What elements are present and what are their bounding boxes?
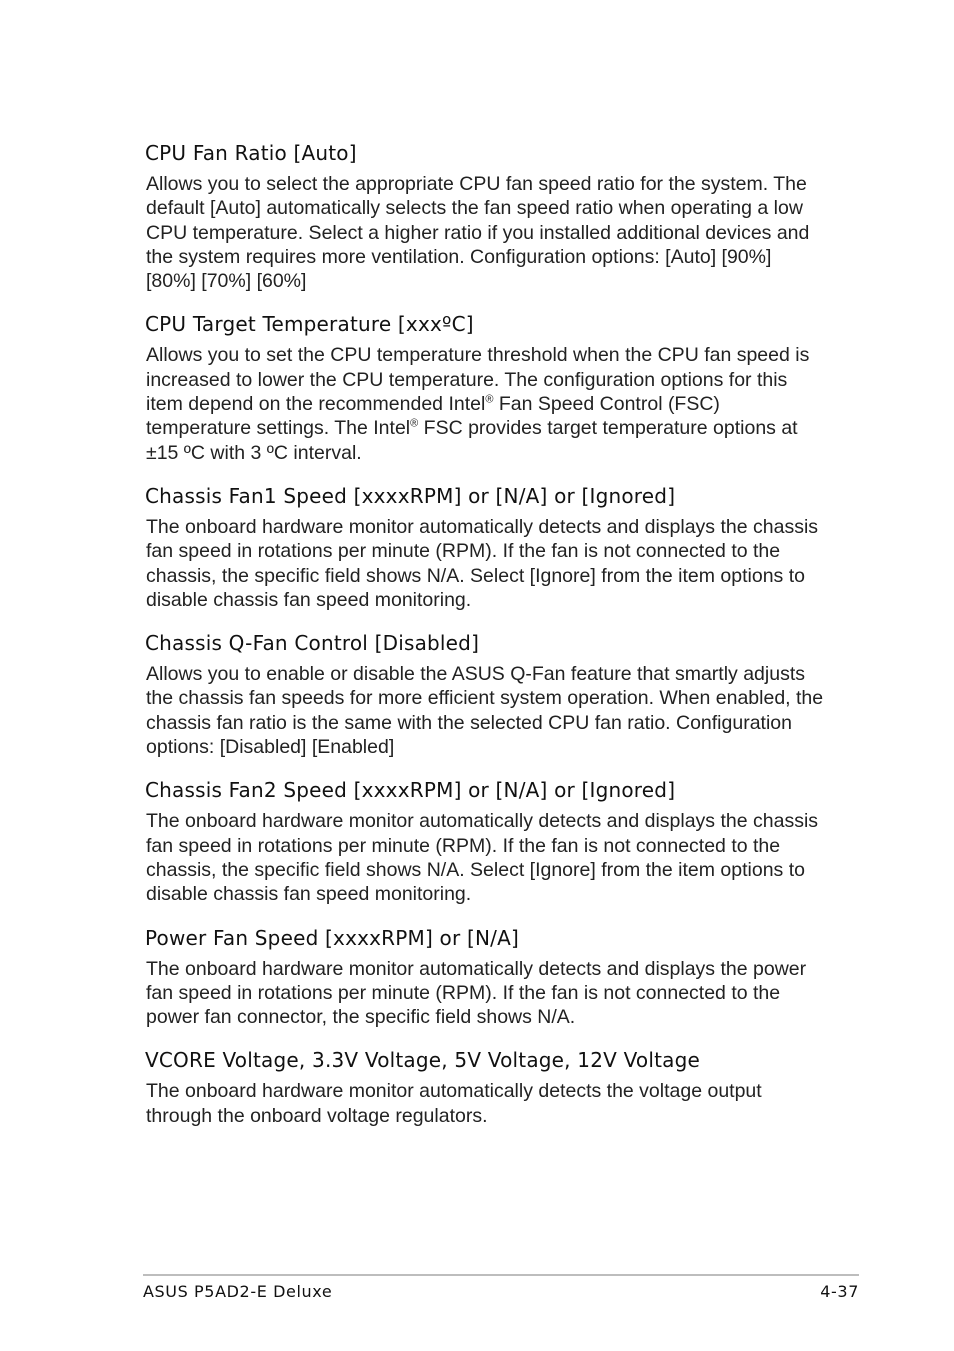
section-cpu-fan-ratio xyxy=(146,140,826,293)
section-body: The onboard hardware monitor automatically detects the voltage output through the onboard voltage regulators. xyxy=(146,1080,762,1127)
section-heading: CPU Fan Ratio [Auto] xyxy=(145,141,357,165)
section-heading: CPU Target Temperature [xxxºC] xyxy=(145,312,474,337)
section-heading: Chassis Fan1 Speed [xxxxRPM] or [N/A] or [Ignored] xyxy=(145,483,676,508)
manual-content xyxy=(146,140,826,1146)
registered-mark: ® xyxy=(485,393,494,406)
section-body: The onboard hardware monitor automatically detects and displays the power fan speed in rotations per minute (RPM). If the fan is not connected to the power fan connector, the specific field shows N/A. xyxy=(146,957,807,1029)
footer-product-name: ASUS P5AD2-E Deluxe xyxy=(143,1282,333,1301)
section-body: Allows you to enable or disable the ASUS Q-Fan feature that smartly adjusts the chassis fan speeds for more efficient system operation. When enabled, the chassis fan ratio is the same with the selected CPU fan ratio. Configuration options: [Disabled] [Enabled] xyxy=(146,663,824,759)
body-text: Allows you to set the CPU temperature threshold when the CPU fan speed is increased to lower the CPU temperature. The configuration options for this item depend on the recommended Intel xyxy=(146,344,810,416)
section-voltages xyxy=(146,1047,826,1128)
section-heading: Chassis Fan2 Speed [xxxxRPM] or [N/A] or [Ignored] xyxy=(145,778,676,803)
section-heading: VCORE Voltage, 3.3V Voltage, 5V Voltage, 12V Voltage xyxy=(145,1048,700,1073)
section-body: Allows you to select the appropriate CPU fan speed ratio for the system. The default [Auto] automatically selects the fan speed ratio when operating a low CPU temperature. Select a higher ratio if you installed additional devices and the system requires more ventilation. Configuration options: [Auto] [90%] [80%] [70%] [60%] xyxy=(146,173,810,293)
section-heading: Chassis Q-Fan Control [Disabled] xyxy=(145,631,480,656)
section-chassis-qfan-control xyxy=(146,630,826,759)
section-chassis-fan2-speed xyxy=(146,777,826,906)
page-footer xyxy=(143,1274,859,1301)
body-text: FSC provides target temperature options at ±15 ºC with 3 ºC interval. xyxy=(146,417,798,464)
footer-page-number: 4-37 xyxy=(820,1282,859,1301)
section-body: The onboard hardware monitor automatically detects and displays the chassis fan speed in rotations per minute (RPM). If the fan is not connected to the chassis, the specific field shows N/A. Select [Ignore] from the item options to disable chassis fan speed monitoring. xyxy=(146,515,819,611)
section-power-fan-speed xyxy=(146,925,826,1030)
body-text: Fan Speed Control (FSC) temperature settings. The Intel xyxy=(146,393,720,440)
section-heading: Power Fan Speed [xxxxRPM] or [N/A] xyxy=(145,925,519,950)
section-cpu-target-temperature xyxy=(146,311,826,464)
section-chassis-fan1-speed xyxy=(146,483,826,612)
registered-mark: ® xyxy=(410,417,419,430)
section-body xyxy=(146,343,826,464)
section-body: The onboard hardware monitor automatically detects and displays the chassis fan speed in rotations per minute (RPM). If the fan is not connected to the chassis, the specific field shows N/A. Select [Ignore] from the item options to disable chassis fan speed monitoring. xyxy=(146,810,819,906)
